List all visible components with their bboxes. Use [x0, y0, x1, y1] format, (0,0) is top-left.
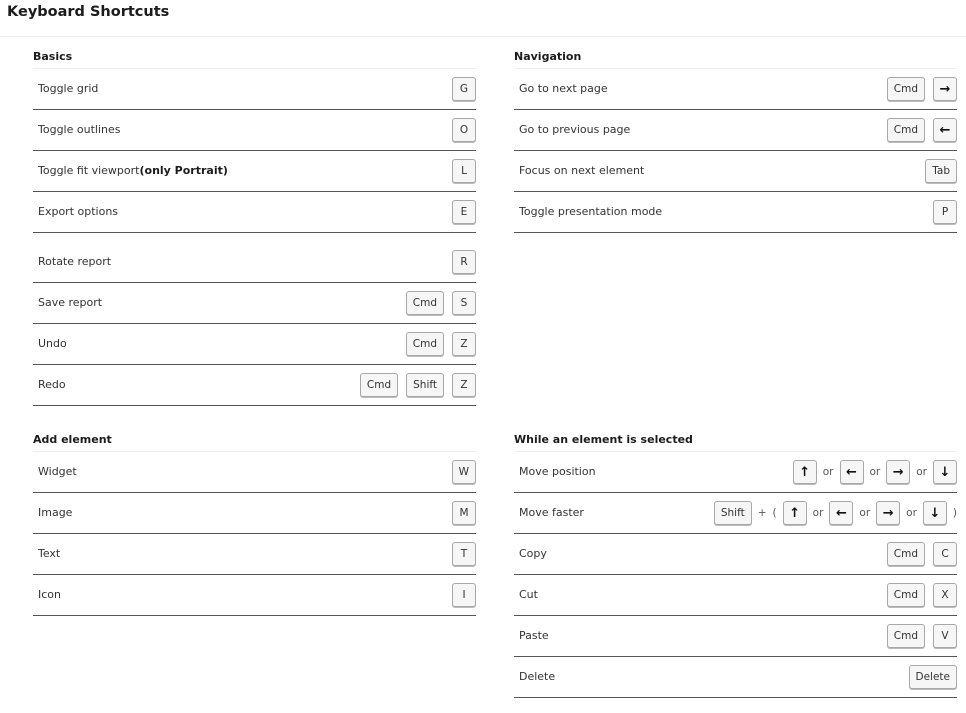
shortcut-label	[519, 547, 547, 560]
key-m: M	[452, 501, 476, 525]
key-shift: Shift	[714, 501, 752, 525]
shortcut-row	[33, 283, 476, 324]
shortcut-label	[38, 337, 67, 350]
shortcut-row	[33, 365, 476, 406]
shortcut-row	[514, 575, 957, 616]
arrow-right-icon: →	[876, 501, 900, 525]
shortcut-label	[519, 670, 555, 683]
shortcut-keys	[452, 542, 476, 566]
or-separator: or	[906, 507, 917, 519]
key-s: S	[452, 291, 476, 315]
shortcut-label-text: Focus on next element	[519, 164, 645, 177]
section-title: Basics	[33, 48, 476, 69]
key-v: V	[933, 624, 957, 648]
shortcut-label	[519, 588, 538, 601]
shortcut-row	[514, 452, 957, 493]
key-l: L	[452, 159, 476, 183]
shortcut-label-text: Toggle fit viewport	[38, 164, 140, 177]
shortcut-label-text: Image	[38, 506, 73, 519]
shortcut-label-text: Go to next page	[519, 82, 608, 95]
open-paren: (	[772, 507, 777, 519]
key-o: O	[452, 118, 476, 142]
shortcut-row	[514, 534, 957, 575]
shortcut-label-text: Copy	[519, 547, 547, 560]
section-title: Navigation	[514, 48, 957, 69]
shortcut-row	[33, 452, 476, 493]
arrow-right-icon: →	[933, 77, 957, 101]
key-cmd: Cmd	[887, 583, 925, 607]
shortcut-keys	[452, 118, 476, 142]
shortcut-label	[38, 164, 228, 177]
section-add-element	[33, 431, 476, 616]
section-navigation	[514, 48, 957, 233]
shortcut-row	[33, 151, 476, 192]
arrow-right-icon: →	[886, 460, 910, 484]
shortcut-label	[519, 82, 608, 95]
key-cmd: Cmd	[406, 332, 444, 356]
shortcut-label	[519, 123, 630, 136]
shortcut-label	[38, 588, 61, 601]
shortcut-keys	[887, 77, 957, 101]
key-r: R	[452, 250, 476, 274]
key-t: T	[452, 542, 476, 566]
key-shift: Shift	[406, 373, 444, 397]
shortcut-label-text: Undo	[38, 337, 67, 350]
shortcut-label-text: Icon	[38, 588, 61, 601]
key-z: Z	[452, 373, 476, 397]
shortcut-keys	[887, 542, 957, 566]
shortcut-label-text: Go to previous page	[519, 123, 631, 136]
close-paren: )	[952, 507, 957, 519]
key-cmd: Cmd	[887, 624, 925, 648]
arrow-up-icon: ↑	[783, 501, 807, 525]
shortcut-label-note: (only Portrait)	[139, 164, 228, 177]
shortcut-row	[514, 616, 957, 657]
shortcut-keys	[452, 583, 476, 607]
shortcut-row	[33, 110, 476, 151]
or-separator: or	[812, 507, 824, 519]
shortcut-label	[519, 164, 644, 177]
shortcut-label-text: Move position	[519, 465, 596, 478]
shortcut-row	[514, 151, 957, 192]
arrow-left-icon: ←	[840, 460, 864, 484]
shortcut-keys	[406, 291, 476, 315]
plus-sign: +	[757, 507, 767, 519]
shortcut-label	[519, 629, 549, 642]
shortcut-row	[514, 69, 957, 110]
key-cmd: Cmd	[887, 542, 925, 566]
shortcut-label	[38, 255, 111, 268]
shortcut-label	[38, 378, 66, 391]
shortcut-row	[33, 242, 476, 283]
shortcut-label	[519, 506, 584, 519]
key-e: E	[452, 200, 476, 224]
key-w: W	[452, 460, 476, 484]
key-g: G	[452, 77, 476, 101]
shortcut-keys	[887, 118, 957, 142]
shortcut-keys	[452, 501, 476, 525]
shortcut-keys	[887, 583, 957, 607]
key-cmd: Cmd	[406, 291, 444, 315]
key-z: Z	[452, 332, 476, 356]
key-c: C	[933, 542, 957, 566]
shortcut-keys	[452, 77, 476, 101]
shortcut-label	[38, 465, 77, 478]
key-x: X	[933, 583, 957, 607]
shortcut-label-text: Redo	[38, 378, 66, 391]
shortcut-list	[514, 69, 957, 233]
shortcut-label-text: Export options	[38, 205, 119, 218]
shortcut-row	[33, 575, 476, 616]
or-separator: or	[916, 466, 927, 478]
section-while-selected	[514, 431, 957, 698]
section-basics	[33, 48, 476, 406]
shortcut-label-text: Toggle grid	[38, 82, 99, 95]
shortcut-row	[514, 657, 957, 698]
shortcut-label	[38, 296, 102, 309]
shortcut-keys	[406, 332, 476, 356]
shortcut-label	[519, 205, 662, 218]
shortcut-label-text: Rotate report	[38, 255, 112, 268]
key-delete: Delete	[909, 665, 958, 689]
shortcut-keys	[909, 665, 958, 689]
shortcut-label-text: Toggle outlines	[38, 123, 121, 136]
arrow-down-icon: ↓	[923, 501, 947, 525]
key-tab: Tab	[925, 159, 957, 183]
shortcut-row	[33, 192, 476, 233]
shortcut-keys	[793, 460, 957, 484]
shortcut-label	[38, 205, 118, 218]
or-separator: or	[859, 507, 871, 519]
shortcut-list	[33, 69, 476, 406]
shortcut-label	[38, 82, 98, 95]
shortcut-label-text: Move faster	[519, 506, 584, 519]
shortcut-keys	[452, 460, 476, 484]
key-cmd: Cmd	[887, 77, 925, 101]
section-title: While an element is selected	[514, 431, 957, 452]
shortcut-row	[33, 493, 476, 534]
shortcut-label-text: Toggle presentation mode	[519, 205, 663, 218]
shortcut-keys	[933, 200, 957, 224]
shortcut-list	[514, 452, 957, 698]
shortcut-row	[33, 324, 476, 365]
shortcut-row	[514, 493, 957, 534]
shortcut-row	[33, 69, 476, 110]
arrow-up-icon: ↑	[793, 460, 817, 484]
shortcut-keys	[887, 624, 957, 648]
shortcut-label-text: Save report	[38, 296, 103, 309]
shortcut-label	[38, 506, 72, 519]
shortcut-label-text: Widget	[38, 465, 77, 478]
header	[0, 0, 966, 37]
shortcut-label-text: Delete	[519, 670, 556, 683]
arrow-left-icon: ←	[829, 501, 853, 525]
shortcut-label	[519, 465, 596, 478]
key-i: I	[452, 583, 476, 607]
page-title: Keyboard Shortcuts	[7, 4, 170, 20]
key-cmd: Cmd	[360, 373, 398, 397]
arrow-down-icon: ↓	[933, 460, 957, 484]
shortcut-keys	[925, 159, 957, 183]
shortcut-keys	[714, 501, 957, 525]
or-separator: or	[869, 466, 881, 478]
shortcut-label	[38, 123, 120, 136]
shortcut-row	[33, 534, 476, 575]
or-separator: or	[822, 466, 834, 478]
shortcut-label-text: Cut	[519, 588, 538, 601]
shortcut-label-text: Text	[38, 547, 61, 560]
shortcut-keys	[360, 373, 476, 397]
key-cmd: Cmd	[887, 118, 925, 142]
shortcut-keys	[452, 159, 476, 183]
shortcut-label-text: Paste	[519, 629, 549, 642]
shortcut-label	[38, 547, 60, 560]
section-title: Add element	[33, 431, 476, 452]
shortcut-keys	[452, 250, 476, 274]
shortcut-row	[514, 192, 957, 233]
key-p: P	[933, 200, 957, 224]
shortcut-row	[514, 110, 957, 151]
arrow-left-icon: ←	[933, 118, 957, 142]
shortcut-keys	[452, 200, 476, 224]
shortcut-list	[33, 452, 476, 616]
